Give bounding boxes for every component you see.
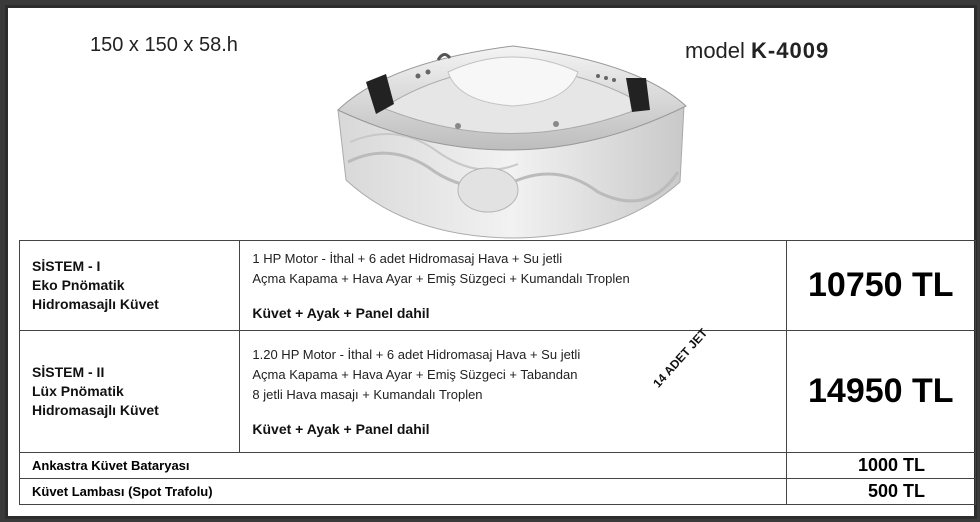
corner-bathtub-image bbox=[328, 32, 698, 242]
includes-text: Küvet + Ayak + Panel dahil bbox=[252, 304, 430, 321]
model-label bbox=[685, 38, 829, 64]
extra-label: Ankastra Küvet Bataryası bbox=[20, 453, 787, 479]
system-row bbox=[20, 331, 976, 453]
extra-label: Küvet Lambası (Spot Trafolu) bbox=[20, 479, 787, 505]
extra-price: 500 TL bbox=[786, 479, 975, 505]
system-row bbox=[20, 241, 976, 331]
pricing-table bbox=[19, 240, 976, 505]
description-line: Açma Kapama + Hava Ayar + Emiş Süzgeci + Kumandalı Troplen bbox=[252, 270, 630, 286]
jet-count-badge: 14 ADET JET bbox=[650, 325, 711, 391]
price-cell: 10750 TL bbox=[786, 241, 975, 331]
system-name-cell bbox=[20, 331, 240, 453]
system-type: Eko Pnömatik bbox=[32, 277, 125, 293]
system-type: Lüx Pnömatik bbox=[32, 383, 124, 399]
description-line: 8 jetli Hava masajı + Kumandalı Troplen bbox=[252, 386, 483, 402]
model-prefix: model bbox=[685, 38, 745, 63]
description-line: Açma Kapama + Hava Ayar + Emiş Süzgeci + Tabandan bbox=[252, 366, 578, 382]
system-subtype: Hidromasajlı Küvet bbox=[32, 296, 159, 312]
dimensions-text: 150 x 150 x 58.h bbox=[90, 34, 238, 56]
system-subtype: Hidromasajlı Küvet bbox=[32, 402, 159, 418]
system-title: SİSTEM - II bbox=[32, 364, 105, 380]
extra-row bbox=[20, 479, 976, 505]
model-number: K-4009 bbox=[751, 38, 830, 63]
extra-row bbox=[20, 453, 976, 479]
includes-text: Küvet + Ayak + Panel dahil bbox=[252, 420, 430, 437]
description-line: 1.20 HP Motor - İthal + 6 adet Hidromasaj Hava + Su jetli bbox=[252, 346, 581, 362]
extra-price: 1000 TL bbox=[786, 453, 975, 479]
price-cell: 14950 TL bbox=[786, 331, 975, 453]
description-line: 1 HP Motor - İthal + 6 adet Hidromasaj Hava + Su jetli bbox=[252, 250, 563, 266]
system-description-cell bbox=[240, 241, 786, 331]
price-sheet bbox=[5, 5, 977, 519]
system-description-cell bbox=[240, 325, 786, 453]
system-title: SİSTEM - I bbox=[32, 258, 101, 274]
system-name-cell bbox=[20, 241, 240, 331]
